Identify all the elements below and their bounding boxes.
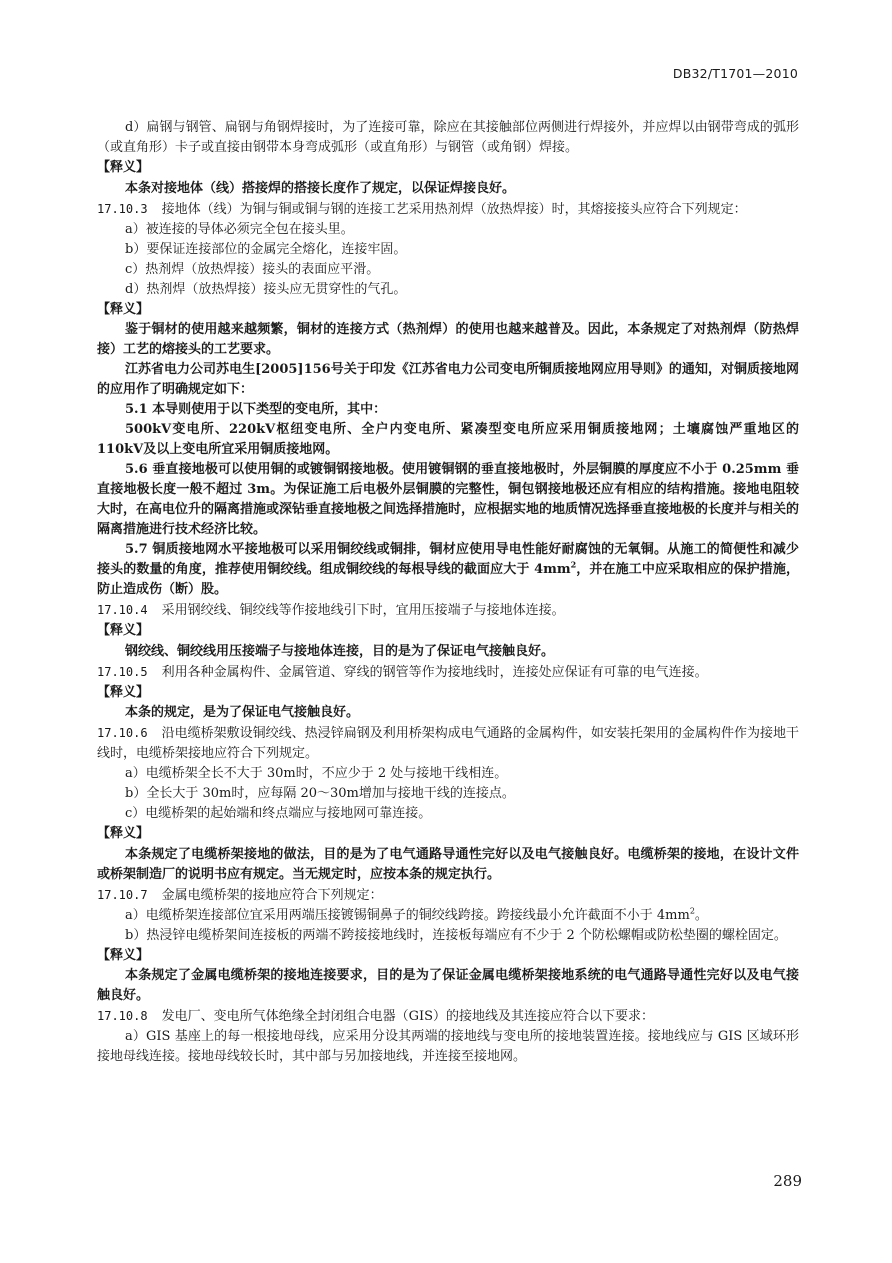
note-paragraph: 鉴于铜材的使用越来越频繁，铜材的连接方式（热剂焊）的使用也越来越普及。因此，本条规定了对热剂焊（防热焊接）工艺的熔接头的工艺要求。	[97, 322, 799, 357]
note-heading: 【释义】	[97, 160, 150, 175]
clause-number: 17.10.4	[97, 603, 148, 617]
list-item	[97, 906, 799, 926]
page-number: 289	[773, 1172, 802, 1190]
note-paragraph: 本条规定了金属电缆桥架的接地连接要求，目的是为了保证金属电缆桥架接地系统的电气通路导通性完好以及电气接触良好。	[97, 968, 799, 1003]
superscript: 2	[570, 559, 577, 570]
paragraph: d）扁钢与钢管、扁钢与角钢焊接时，为了连接可靠，除应在其接触部位两侧进行焊接外，并应焊以由钢带弯成的弧形（或直角形）卡子或直接由钢带本身弯成弧形（或直角形）与钢管（或角钢）焊接。	[97, 120, 799, 155]
note-paragraph: 江苏省电力公司苏电生[2005]156号关于印发《江苏省电力公司变电所铜质接地网应用导则》的通知，对铜质接地网的应用作了明确规定如下：	[97, 362, 799, 397]
clause-17-10-5	[97, 662, 799, 683]
page-content	[97, 118, 799, 1067]
clause-text: 金属电缆桥架的接地应符合下列规定：	[161, 887, 383, 903]
note-paragraph: 钢绞线、铜绞线用压接端子与接地体连接，目的是为了保证电气接触良好。	[125, 643, 555, 659]
clause-text: 沿电缆桥架敷设铜绞线、热浸锌扁钢及利用桥架构成电气通路的金属构件，如安装托架用的金属构件作为接地干线时，电缆桥架接地应符合下列规定。	[97, 726, 799, 761]
clause-17-10-7	[97, 885, 799, 906]
list-item: d）热剂焊（放热焊接）接头应无贯穿性的气孔。	[125, 281, 407, 297]
superscript: 2	[689, 906, 695, 916]
note-heading: 【释义】	[97, 623, 150, 638]
clause-17-10-8	[97, 1006, 799, 1027]
clause-text: 接地体（线）为铜与铜或铜与钢的连接工艺采用热剂焊（放热焊接）时，其熔接接头应符合下列规定：	[161, 201, 747, 217]
note-paragraph	[97, 540, 799, 600]
note-heading: 【释义】	[97, 301, 150, 317]
note-text: 5.7 铜质接地网水平接地极可以采用铜绞线或铜排，铜材应使用导电性能好耐腐蚀的无氧铜。从施工的简便性和减少接头的数量的角度，推荐使用铜绞线。组成铜绞线的每根导线的截面应大于 4mm	[97, 542, 799, 577]
clause-17-10-4	[97, 600, 799, 621]
clause-17-10-6	[97, 723, 799, 764]
note-heading: 【释义】	[97, 684, 150, 700]
list-item: a）电缆桥架全长不大于 30m时，不应少于 2 处与接地干线相连。	[125, 766, 508, 781]
clause-text: 采用钢绞线、铜绞线等作接地线引下时，宜用压接端子与接地体连接。	[161, 603, 565, 618]
clause-number: 17.10.8	[97, 1009, 148, 1023]
document-code: DB32/T1701—2010	[672, 66, 798, 81]
clause-number: 17.10.5	[97, 664, 148, 679]
list-item: c）电缆桥架的起始端和终点端应与接地网可靠连接。	[125, 806, 432, 821]
list-item: a）GIS 基座上的每一根接地母线，应采用分设其两端的接地线与变电所的接地装置连接。接地线应与 GIS 区域环形接地母线连接。接地母线较长时，其中部与另加接地线，并连接至接地网。	[97, 1029, 799, 1064]
list-item: a）被连接的导体必须完全包在接头里。	[125, 221, 354, 237]
clause-number: 17.10.7	[97, 887, 148, 902]
note-paragraph: 500kV变电所、220kV枢纽变电所、全户内变电所、紧凑型变电所应采用铜质接地网；土壤腐蚀严重地区的 110kV及以上变电所宜采用铜质接地网。	[97, 422, 799, 457]
note-paragraph: 本条的规定，是为了保证电气接触良好。	[125, 705, 360, 720]
note-heading: 【释义】	[97, 826, 150, 841]
clause-number: 17.10.3	[97, 201, 148, 216]
note-heading: 【释义】	[97, 947, 150, 963]
note-paragraph: 本条对接地体（线）搭接焊的搭接长度作了规定，以保证焊接良好。	[125, 180, 516, 196]
clause-17-10-3	[97, 199, 799, 220]
list-text: 。	[694, 907, 708, 923]
note-paragraph: 本条规定了电缆桥架接地的做法，目的是为了电气通路导通性完好以及电气接触良好。电缆桥架的接地，在设计文件或桥架制造厂的说明书应有规定。当无规定时，应按本条的规定执行。	[97, 846, 799, 882]
list-item: b）热浸锌电缆桥架间连接板的两端不跨接接地线时，连接板每端应有不少于 2 个防松螺帽或防松垫圈的螺栓固定。	[125, 927, 787, 943]
list-text: a）电缆桥架连接部位宜采用两端压接镀锡铜鼻子的铜绞线跨接。跨接线最小允许截面不小于 4mm	[125, 907, 690, 923]
list-item: b）全长大于 30m时，应每隔 20～30m增加与接地干线的连接点。	[125, 786, 515, 801]
list-item: b）要保证连接部位的金属完全熔化，连接牢固。	[125, 241, 407, 257]
note-paragraph: 5.6 垂直接地极可以使用铜的或镀铜钢接地极。使用镀铜钢的垂直接地极时，外层铜膜的厚度应不小于 0.25mm 垂直接地极长度一般不超过 3m。为保证施工后电极外层铜膜的完整性，铜包钢接地极还应有相应的结构措施。接地电阻较大时，在高电位升的隔离措施或深钻垂直接地极之间选择措施时，应根据实地的地质情况选择垂直接地极的长度并与相关的隔离措施进行技术经济比较。	[97, 462, 800, 537]
clause-text: 利用各种金属构件、金属管道、穿线的钢管等作为接地线时，连接处应保证有可靠的电气连接。	[161, 664, 708, 680]
clause-text: 发电厂、变电所气体绝缘全封闭组合电器（GIS）的接地线及其连接应符合以下要求：	[161, 1009, 655, 1024]
note-text: ，并在施工中应采取相应的保护措施，防止造成伤（断）股。	[97, 562, 799, 597]
list-item: c）热剂焊（放热焊接）接头的表面应平滑。	[125, 261, 380, 277]
clause-number: 17.10.6	[97, 726, 148, 740]
note-paragraph: 5.1 本导则使用于以下类型的变电所，其中：	[125, 402, 387, 417]
